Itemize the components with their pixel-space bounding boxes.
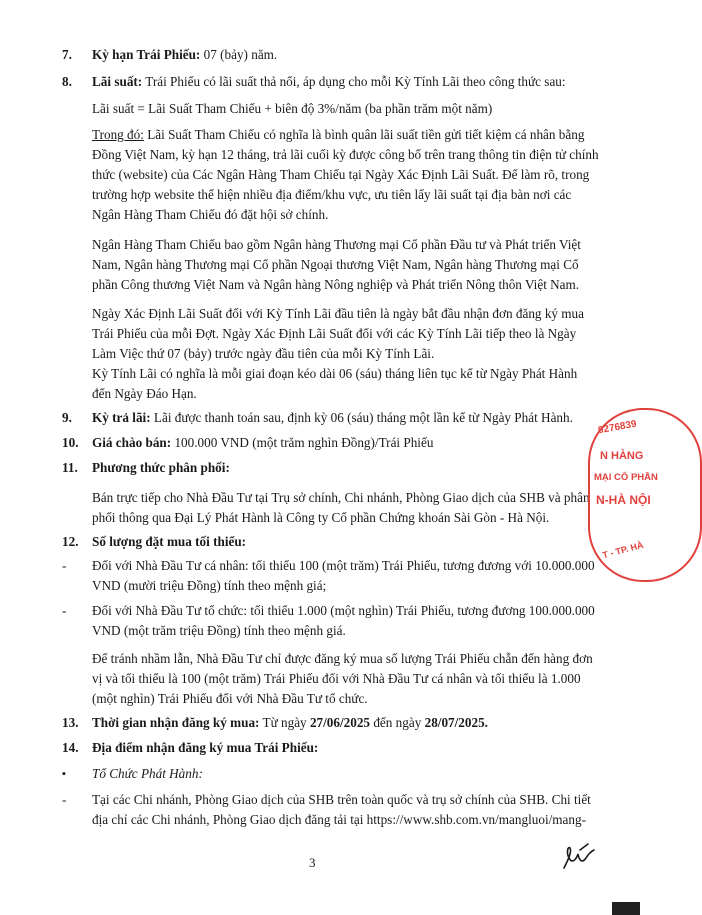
item-7-text: 07 (bảy) năm. (200, 47, 278, 62)
item-8-label: Lãi suất: (92, 74, 143, 89)
page-number: 3 (309, 855, 316, 870)
item-8-intro: Lãi suất: Trái Phiếu có lãi suất thả nổi, áp dụng cho mỗi Kỳ Tính Lãi theo công thức sau: (92, 74, 566, 89)
item-9-line: Kỳ trả lãi: Lãi được thanh toán sau, định kỳ 06 (sáu) tháng một lần kể từ Ngày Phát Hành. (92, 410, 573, 425)
item-9-number: 9. (62, 410, 72, 425)
item-13-number: 13. (62, 715, 79, 730)
item-12-p-l3: (một nghìn) Trái Phiếu đối với Nhà Đầu Tư tổ chức. (92, 691, 368, 706)
item-12-b2-l1: Đối với Nhà Đầu Tư tổ chức: tối thiểu 1.000 (một nghìn) Trái Phiếu, tương đương 100.000.000 (92, 603, 595, 618)
item-11-l1: Bán trực tiếp cho Nhà Đầu Tư tại Trụ sở chính, Chi nhánh, Phòng Giao dịch của SHB và phân (92, 490, 590, 505)
item-10-line: Giá chào bán: 100.000 VND (một trăm nghìn Đồng)/Trái Phiếu (92, 435, 434, 450)
bullet-dash: - (62, 558, 67, 573)
item-8-p2-l1: Ngân Hàng Tham Chiếu bao gồm Ngân hàng Thương mại Cổ phần Đầu tư và Phát triển Việt (92, 237, 581, 252)
item-8-p3-l3: Làm Việc thứ 07 (bảy) trước ngày đầu tiên của mỗi Kỳ Tính Lãi. (92, 346, 435, 361)
interest-formula: Lãi suất = Lãi Suất Tham Chiếu + biên độ 3%/năm (ba phần trăm một năm) (92, 101, 493, 116)
where-label: Trong đó: (92, 127, 144, 142)
item-8-p1-l5: Ngân Hàng Tham Chiếu đó đặt hội sở chính. (92, 207, 329, 222)
item-8-p3-l2: Trái Phiếu của mỗi Đợt. Ngày Xác Định Lãi Suất đối với các Kỳ Tính Lãi tiếp theo là Ngày (92, 326, 577, 341)
item-12-b1-l1: Đối với Nhà Đầu Tư cá nhân: tối thiểu 100 (một trăm) Trái Phiếu, tương đương với 10.000.000 (92, 558, 595, 573)
item-7-number: 7. (62, 47, 72, 62)
item-12-p-l2: vị và tối thiểu là 100 (một trăm) Trái Phiếu đối với Nhà Đầu Tư cá nhân và tối thiểu là 1.000 (92, 671, 581, 686)
company-stamp: 0276839 N HÀNG MẠI CỔ PHẦN N-HÀ NỘI T - TP. HÀ (588, 408, 702, 582)
item-8-number: 8. (62, 74, 72, 89)
item-12-label: Số lượng đặt mua tối thiểu: (92, 534, 247, 549)
item-12-b2-l2: VND (một trăm triệu Đồng) tính theo mệnh giá. (92, 623, 346, 638)
item-11-l2: phối thông qua Đại Lý Phát Hành là Công ty Cổ phần Chứng khoán Sài Gòn - Hà Nội. (92, 510, 550, 525)
item-13-label: Thời gian nhận đăng ký mua: (92, 715, 260, 730)
end-date: 28/07/2025. (424, 715, 488, 730)
bullet-dash: - (62, 603, 67, 618)
item-8-p2-l3: phần Công thương Việt Nam và Ngân hàng Nông nghiệp và Phát triển Nông thôn Việt Nam. (92, 277, 580, 292)
item-7-line (92, 45, 277, 65)
item-12-p-l1: Để tránh nhầm lẫn, Nhà Đầu Tư chỉ được đăng ký mua số lượng Trái Phiếu chẵn đến hàng đơn (92, 651, 593, 666)
item-8-p1-l2: Đồng Việt Nam, kỳ hạn 12 tháng, trả lãi cuối kỳ được công bố trên trang thông tin điện tử chính (92, 147, 599, 162)
square-bullet-icon: ▪ (62, 768, 66, 780)
item-14-label: Địa điểm nhận đăng ký mua Trái Phiếu: (92, 740, 319, 755)
item-12-b1-l2: VND (mười triệu Đồng) tính theo mệnh giá; (92, 578, 327, 593)
item-8-p4-l1: Kỳ Tính Lãi có nghĩa là mỗi giai đoạn kéo dài 06 (sáu) tháng liên tục kể từ Ngày Phát Hành (92, 366, 578, 381)
item-10-label: Giá chào bán: (92, 435, 172, 450)
item-10-number: 10. (62, 435, 79, 450)
item-11-label: Phương thức phân phối: (92, 460, 230, 475)
item-9-label: Kỳ trả lãi: (92, 410, 151, 425)
item-8-p1-l4: trường hợp website thể hiện nhiều địa điểm/khu vực, ưu tiên lấy lãi suất tại địa bàn nơi các (92, 187, 572, 202)
item-8-p1-l3: thức (website) của Các Ngân Hàng Tham Chiếu tại Ngày Xác Định Lãi Suất. Để làm rõ, trong (92, 167, 590, 182)
signature-initial-icon (560, 838, 600, 878)
item-8-p2-l2: Nam, Ngân hàng Thương mại Cổ phần Ngoại thương Việt Nam, Ngân hàng Thương mại Cổ (92, 257, 579, 272)
item-11-number: 11. (62, 460, 78, 475)
item-8-p4-l2: đến Ngày Đáo Hạn. (92, 386, 197, 401)
item-8-p1-l1: Trong đó: Lãi Suất Tham Chiếu có nghĩa là bình quân lãi suất tiền gửi tiết kiệm cá nhân bằng (92, 127, 585, 142)
item-13-line: Thời gian nhận đăng ký mua: Từ ngày 27/06/2025 đến ngày 28/07/2025. (92, 715, 488, 730)
item-8-p3-l1: Ngày Xác Định Lãi Suất đối với Kỳ Tính Lãi đầu tiên là ngày bắt đầu nhận đơn đăng ký mua (92, 306, 585, 321)
item-14-number: 14. (62, 740, 79, 755)
issuer-subheading: Tổ Chức Phát Hành: (92, 766, 203, 781)
item-14-l2: địa chỉ các Chi nhánh, Phòng Giao dịch đăng tải tại https://www.shb.com.vn/mangluoi/mang- (92, 812, 586, 827)
scan-edge-mark (612, 902, 640, 915)
item-14-l1: Tại các Chi nhánh, Phòng Giao dịch của SHB trên toàn quốc và trụ sở chính của SHB. Chi tiết (92, 792, 591, 807)
start-date: 27/06/2025 (309, 715, 371, 730)
item-12-number: 12. (62, 534, 79, 549)
item-7-label: Kỳ hạn Trái Phiếu: (92, 47, 201, 62)
bullet-dash: - (62, 792, 67, 807)
